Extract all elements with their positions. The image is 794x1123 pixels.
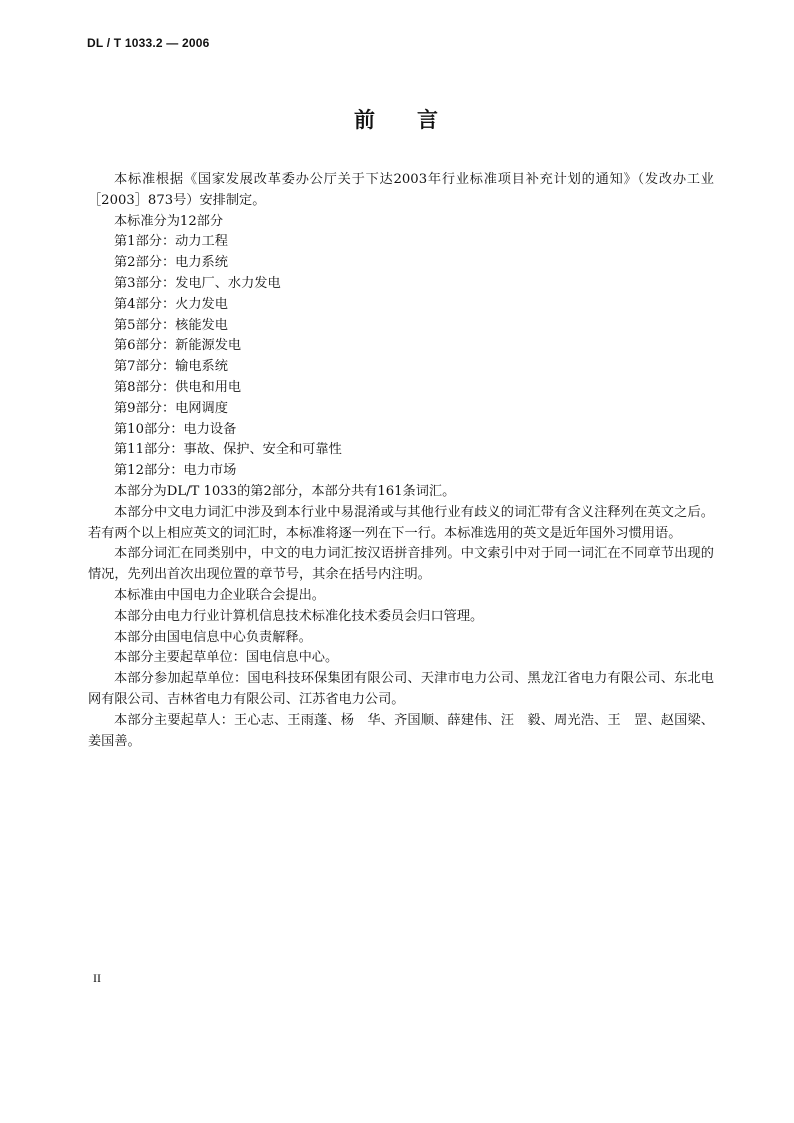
part-list-item: 第12部分：电力市场 [114, 463, 237, 479]
paragraph-main-drafters: 本部分主要起草人：王心志、王雨蓬、杨 华、齐国顺、薛建伟、汪 毅、周光浩、王 罡、赵国梁、姜国善。 [88, 712, 714, 749]
paragraph-annotation-rules: 本部分中文电力词汇中涉及到本行业中易混淆或与其他行业有歧义的词汇带有含义注释列在英文之后。若有两个以上相应英文的词汇时，本标准将逐一列在下一行。本标准选用的英文是近年国外习惯用语。 [88, 504, 714, 541]
paragraph-proposed-by: 本标准由中国电力企业联合会提出。 [114, 587, 325, 603]
part-list-item: 第6部分：新能源发电 [114, 338, 242, 354]
part-list-item: 第3部分：发电厂、水力发电 [114, 275, 281, 291]
part-list-item: 第5部分：核能发电 [114, 317, 228, 333]
paragraph-basis: 本标准根据《国家发展改革委办公厅关于下达2003年行业标准项目补充计划的通知》（发改办工业［2003］873号）安排制定。 [88, 172, 714, 208]
part-list-item: 第10部分：电力设备 [114, 421, 237, 437]
page-title [0, 104, 794, 134]
page-title-part-1: 前 [354, 108, 377, 132]
document-code: DL / T 1033.2 — 2006 [87, 36, 210, 50]
foreword-body [88, 170, 714, 752]
paragraph-ordering-rules: 本部分词汇在同类别中，中文的电力词汇按汉语拼音排列。中文索引中对于同一词汇在不同章节出现的情况，先列出首次出现位置的章节号，其余在括号内注明。 [88, 546, 714, 583]
paragraph-parts-count: 本标准分为12部分 [114, 213, 224, 229]
page-title-part-2: 言 [417, 108, 440, 132]
part-list-item: 第9部分：电网调度 [114, 400, 228, 416]
paragraph-participating-orgs: 本部分参加起草单位：国电科技环保集团有限公司、天津市电力公司、黑龙江省电力有限公司、东北电网有限公司、吉林省电力有限公司、江苏省电力公司。 [88, 671, 714, 707]
paragraph-interpreted-by: 本部分由国电信息中心负责解释。 [114, 629, 312, 645]
part-list-item: 第8部分：供电和用电 [114, 379, 242, 395]
part-list-item: 第7部分：输电系统 [114, 359, 228, 375]
part-list-item: 第11部分：事故、保护、安全和可靠性 [114, 442, 342, 458]
paragraph-part-scope: 本部分为DL/T 1033的第2部分，本部分共有161条词汇。 [114, 483, 456, 499]
part-list-item: 第4部分：火力发电 [114, 296, 228, 312]
paragraph-main-drafter-org: 本部分主要起草单位：国电信息中心。 [114, 650, 339, 666]
page-number: II [93, 971, 101, 985]
part-list-item: 第2部分：电力系统 [114, 255, 228, 271]
paragraph-managed-by: 本部分由电力行业计算机信息技术标准化技术委员会归口管理。 [114, 608, 484, 624]
part-list-item: 第1部分：动力工程 [114, 234, 228, 250]
